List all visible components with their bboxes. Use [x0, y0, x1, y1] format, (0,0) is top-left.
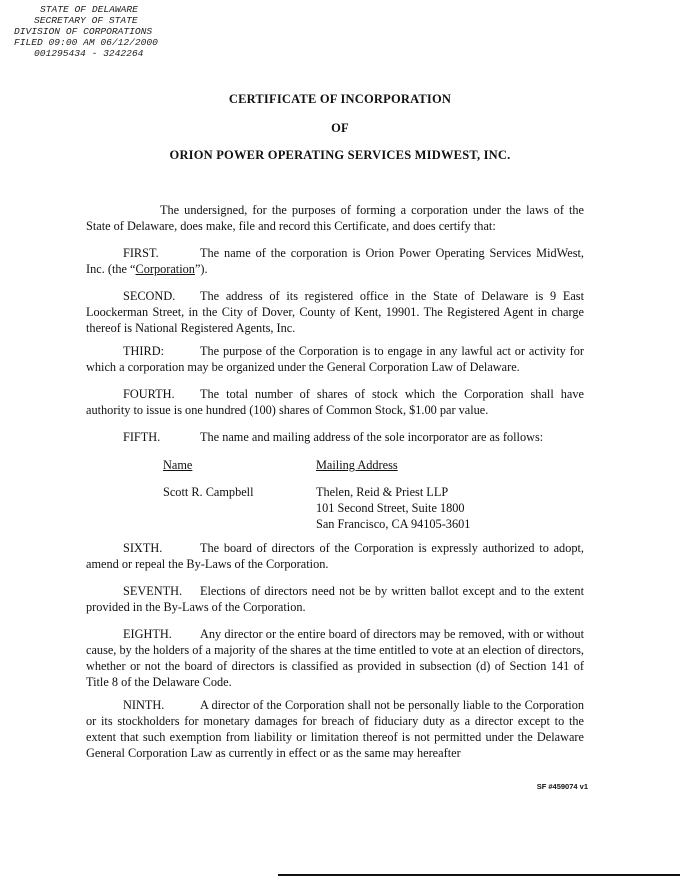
- article-label: FIRST.: [123, 246, 159, 260]
- stamp-line: STATE OF DELAWARE: [40, 4, 138, 15]
- article-label: EIGHTH.: [123, 627, 172, 641]
- incorporator-address: [316, 484, 470, 532]
- intro-paragraph: The undersigned, for the purposes of forming a corporation under the laws of the State of Delaware, does make, file and record this Certificate, and does certify that:: [86, 203, 584, 233]
- article-sixth: SIXTH. The board of directors of the Corporation is expressly authorized to adopt, amend or repeal the By-Laws of the Corporation.: [86, 541, 584, 571]
- document-id: SF #459074 v1: [536, 782, 588, 791]
- document-title: CERTIFICATE OF INCORPORATION: [228, 92, 452, 106]
- article-label: FIFTH.: [123, 430, 161, 444]
- article-fifth: FIFTH. The name and mailing address of the sole incorporator are as follows:: [123, 430, 544, 444]
- stamp-line: FILED 09:00 AM 06/12/2000: [14, 37, 158, 48]
- address-line: San Francisco, CA 94105-3601: [316, 517, 471, 531]
- filing-stamp: [14, 4, 158, 59]
- article-second: SECOND. The address of its registered office in the State of Delaware is 9 East Loockerman Street, in the City of Dover, County of Kent, 19901. The Registered Agent in charge thereof is National Registered Agents, Inc.: [86, 289, 584, 335]
- article-ninth: NINTH. A director of the Corporation shall not be personally liable to the Corporation or its stockholders for monetary damages for breach of fiduciary duty as a director except to the extent that such exemption from liability or limitation thereof is not permitted under the Delaware General Corporation Law as currently in effect or as the same may hereafter: [86, 698, 584, 760]
- incorporator-name: Scott R. Campbell: [163, 485, 254, 499]
- address-line: Thelen, Reid & Priest LLP: [316, 485, 449, 499]
- company-name: ORION POWER OPERATING SERVICES MIDWEST, INC.: [169, 148, 511, 162]
- article-label: NINTH.: [123, 698, 165, 712]
- article-label: SIXTH.: [123, 541, 163, 555]
- defined-term: Corporation: [135, 262, 195, 276]
- address-line: 101 Second Street, Suite 1800: [316, 501, 465, 515]
- article-first: FIRST. The name of the corporation is Orion Power Operating Services MidWest, Inc. (the “Corporation”).: [86, 246, 584, 276]
- article-label: THIRD:: [123, 344, 164, 358]
- address-column-header: Mailing Address: [316, 458, 398, 472]
- article-seventh: SEVENTH. Elections of directors need not be by written ballot except and to the extent provided in the By-Laws of the Corporation.: [86, 584, 584, 614]
- stamp-line: 001295434 - 3242264: [34, 48, 144, 59]
- title-of: OF: [331, 121, 349, 135]
- article-eighth: EIGHTH. Any director or the entire board of directors may be removed, with or without cause, by the holders of a majority of the shares at the time entitled to vote at an election of directors, whether or not the board of directors is classified as provided in subsection (d) of Section 141 of Title 8 of the Delaware Code.: [86, 627, 584, 689]
- article-fourth: FOURTH. The total number of shares of stock which the Corporation shall have authority to issue is one hundred (100) shares of Common Stock, $1.00 par value.: [86, 387, 584, 417]
- page-bottom-rule: [278, 874, 680, 876]
- article-label: FOURTH.: [123, 387, 175, 401]
- article-label: SECOND.: [123, 289, 176, 303]
- stamp-line: SECRETARY OF STATE: [34, 15, 138, 26]
- name-column-header: Name: [163, 458, 193, 472]
- stamp-line: DIVISION OF CORPORATIONS: [14, 26, 153, 37]
- article-label: SEVENTH.: [123, 584, 183, 598]
- article-third: THIRD: The purpose of the Corporation is to engage in any lawful act or activity for which a corporation may be organized under the General Corporation Law of Delaware.: [86, 344, 584, 374]
